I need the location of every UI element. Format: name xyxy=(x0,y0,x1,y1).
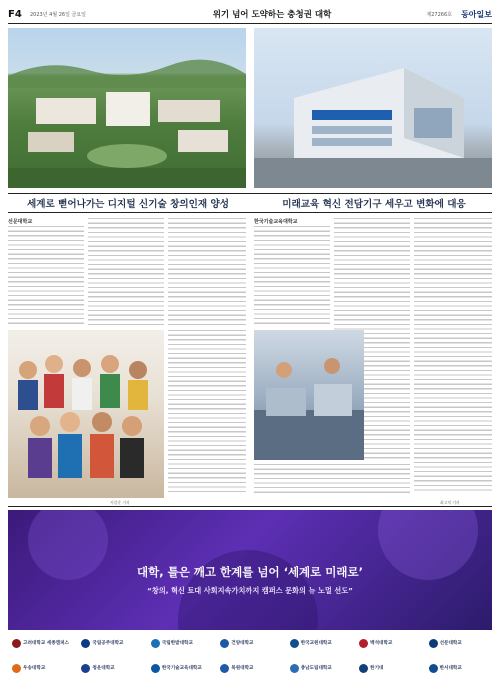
logo-emblem-icon xyxy=(429,664,438,673)
right-article-text-col3 xyxy=(414,218,492,494)
newspaper-logo: 동아일보 xyxy=(461,8,492,19)
university-name: 한국교원대학교 xyxy=(300,641,332,646)
issue-number: 제27266호 xyxy=(426,11,452,18)
headline-bottom-rule xyxy=(8,212,492,213)
logo-emblem-icon xyxy=(290,664,299,673)
lab-illustration xyxy=(254,330,364,460)
university-logo xyxy=(286,659,353,677)
logo-emblem-icon xyxy=(429,639,438,648)
left-article-byline: 선문대학교 xyxy=(8,219,33,225)
lab-students-photo xyxy=(254,330,364,460)
university-name: 한국기술교육대학교 xyxy=(161,666,202,671)
university-logo xyxy=(8,634,75,652)
university-logo xyxy=(355,659,422,677)
right-article-text-col1 xyxy=(254,226,330,326)
university-logo xyxy=(425,659,492,677)
students-illustration xyxy=(8,330,164,498)
logo-emblem-icon xyxy=(151,639,160,648)
students-group-photo xyxy=(8,330,164,498)
university-name: 국립공주대학교 xyxy=(92,641,124,646)
university-name: 충남도립대학교 xyxy=(300,666,332,671)
logo-emblem-icon xyxy=(359,664,368,673)
page-number: F4 xyxy=(8,8,22,20)
header-rule xyxy=(8,23,492,24)
right-article-text-bottom xyxy=(254,464,410,494)
university-name: 목원대학교 xyxy=(231,666,254,671)
logo-emblem-icon xyxy=(220,639,229,648)
university-logo xyxy=(8,659,75,677)
university-logo xyxy=(425,634,492,652)
right-photo-credit: 최고치 기자 xyxy=(440,500,460,505)
logo-emblem-icon xyxy=(81,639,90,648)
right-article-headline: 미래교육 혁신 전담기구 세우고 변화에 대응 xyxy=(282,199,466,210)
left-article-text-col3b xyxy=(168,330,246,494)
university-name: 청운대학교 xyxy=(92,666,115,671)
logo-emblem-icon xyxy=(12,664,21,673)
university-logo xyxy=(216,659,283,677)
university-name: 한기대 xyxy=(370,666,384,671)
campus-illustration xyxy=(8,28,246,188)
university-logo xyxy=(147,659,214,677)
left-article-text-col1 xyxy=(8,226,84,326)
logo-emblem-icon xyxy=(359,639,368,648)
university-logos xyxy=(8,634,492,677)
education-building-photo xyxy=(254,28,492,188)
ad-top-rule xyxy=(8,506,492,507)
logo-emblem-icon xyxy=(290,639,299,648)
university-logo xyxy=(147,634,214,652)
university-logo xyxy=(77,634,144,652)
left-article-text-col2 xyxy=(88,218,164,326)
right-article-byline: 한국기술교육대학교 xyxy=(254,219,298,225)
left-photo-credit: 서강준 기자 xyxy=(110,500,130,505)
university-name: 선문대학교 xyxy=(439,641,462,646)
issue-date: 2023년 4월 26일 금요일 xyxy=(30,11,87,18)
university-name: 고려대학교 세종캠퍼스 xyxy=(23,641,69,646)
advertisement xyxy=(8,510,492,686)
logo-emblem-icon xyxy=(81,664,90,673)
left-article-headline: 세계로 뻗어나가는 디지털 신기술 창의인재 양성 xyxy=(26,199,230,210)
page-header xyxy=(8,6,492,22)
university-name: 우송대학교 xyxy=(23,666,46,671)
university-name: 건양대학교 xyxy=(231,641,254,646)
headline-top-rule xyxy=(8,193,492,194)
university-logo xyxy=(355,634,422,652)
section-title: 위기 넘어 도약하는 충청권 대학 xyxy=(212,10,332,20)
university-logo xyxy=(216,634,283,652)
university-name: 국립한밭대학교 xyxy=(161,641,193,646)
ad-subtitle: “창의, 혁신 토대 사회지속가치까지 캠퍼스 문화의 뉴 노멀 선도” xyxy=(147,586,353,595)
ad-banner xyxy=(8,510,492,630)
university-name: 한서대학교 xyxy=(439,666,462,671)
building-illustration xyxy=(254,28,492,188)
ad-title: 대학, 틀은 깨고 한계를 넘어 ‘세계로 미래로’ xyxy=(137,565,363,579)
logo-emblem-icon xyxy=(151,664,160,673)
logo-emblem-icon xyxy=(220,664,229,673)
university-logo xyxy=(77,659,144,677)
campus-aerial-photo xyxy=(8,28,246,188)
university-name: 백석대학교 xyxy=(370,641,393,646)
university-logo xyxy=(286,634,353,652)
left-article-text-col3 xyxy=(168,218,246,326)
logo-emblem-icon xyxy=(12,639,21,648)
